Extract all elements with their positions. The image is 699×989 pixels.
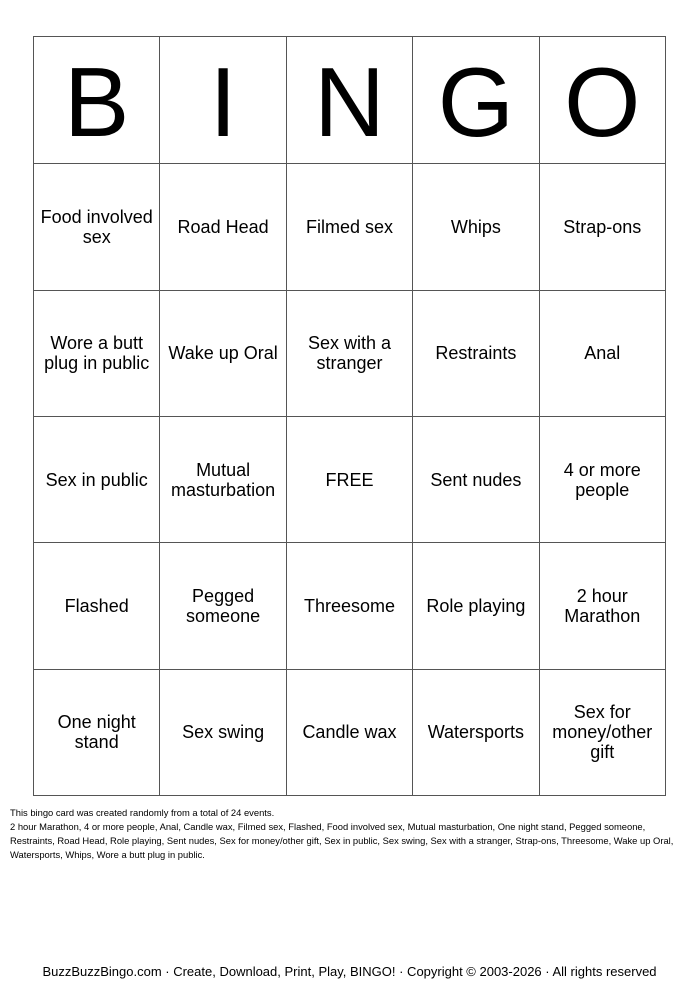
header-letter-i: I (160, 37, 286, 164)
bingo-cell: Wore a butt plug in public (34, 290, 160, 416)
header-letter-b: B (34, 37, 160, 164)
bingo-cell: Threesome (286, 543, 412, 669)
bingo-cell: Flashed (34, 543, 160, 669)
header-letter-n: N (286, 37, 412, 164)
bingo-card (33, 36, 666, 796)
bingo-cell: Filmed sex (286, 164, 412, 290)
bingo-row (34, 543, 666, 669)
header-letter-o: O (539, 37, 665, 164)
bingo-cell: Strap-ons (539, 164, 665, 290)
bingo-row (34, 669, 666, 795)
bingo-cell: Role playing (413, 543, 539, 669)
bingo-cell: Road Head (160, 164, 286, 290)
header-letter-g: G (413, 37, 539, 164)
bingo-cell: Sex in public (34, 416, 160, 542)
card-description-intro: This bingo card was created randomly from a total of 24 events. (10, 807, 275, 818)
bingo-cell: Sex for money/other gift (539, 669, 665, 795)
bingo-cell: 4 or more people (539, 416, 665, 542)
bingo-cell: One night stand (34, 669, 160, 795)
bingo-row (34, 290, 666, 416)
bingo-cell: Sex swing (160, 669, 286, 795)
site-footer: BuzzBuzzBingo.com · Create, Download, Print, Play, BINGO! · Copyright © 2003-2026 · All rights reserved (42, 964, 657, 979)
free-space-cell: FREE (286, 416, 412, 542)
bingo-cell: Restraints (413, 290, 539, 416)
bingo-cell: 2 hour Marathon (539, 543, 665, 669)
bingo-cell: Pegged someone (160, 543, 286, 669)
bingo-header-row (34, 37, 666, 164)
bingo-cell: Sex with a stranger (286, 290, 412, 416)
card-event-list: 2 hour Marathon, 4 or more people, Anal, Candle wax, Filmed sex, Flashed, Food involved sex, Mutual masturbation, One night stand, Pegged someone, Restraints, Road Head, Role playing, Sent nudes, Sex for money/other gift, Sex in public, Sex swing, Sex with a stranger, Strap-ons, Threesome, Wake up Oral, Watersports, Whips, Wore a butt plug in public. (10, 821, 674, 860)
bingo-cell: Whips (413, 164, 539, 290)
bingo-cell: Mutual masturbation (160, 416, 286, 542)
bingo-row (34, 416, 666, 542)
bingo-row (34, 164, 666, 290)
bingo-cell: Wake up Oral (160, 290, 286, 416)
bingo-cell: Food involved sex (34, 164, 160, 290)
bingo-cell: Candle wax (286, 669, 412, 795)
bingo-cell: Anal (539, 290, 665, 416)
bingo-cell: Sent nudes (413, 416, 539, 542)
card-description (10, 806, 680, 862)
bingo-cell: Watersports (413, 669, 539, 795)
